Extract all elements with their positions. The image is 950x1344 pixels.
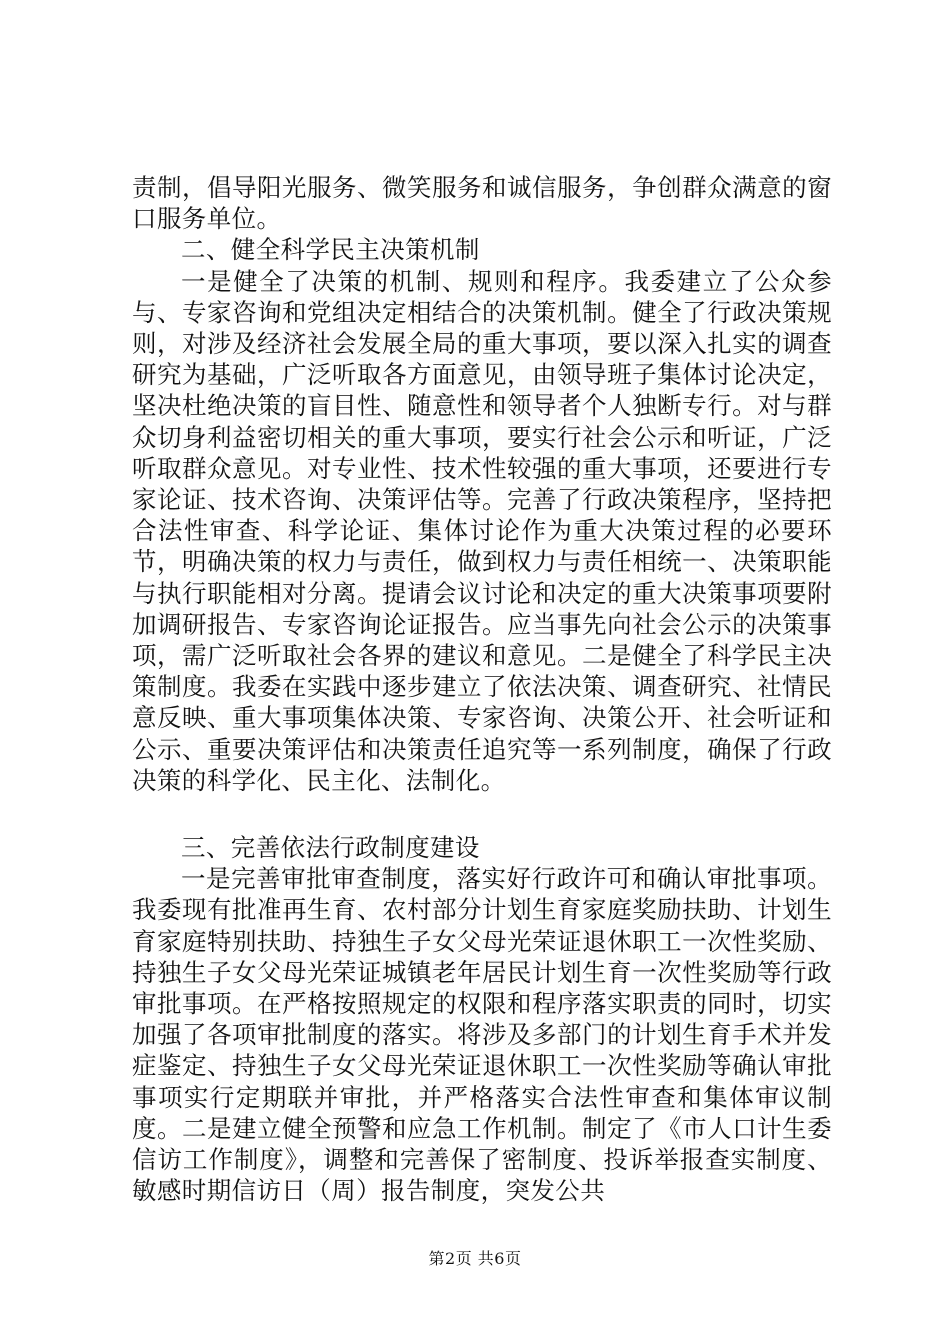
- section-heading-2: 二、健全科学民主决策机制: [181, 235, 480, 265]
- page-footer: 第2页 共6页: [428, 1249, 522, 1268]
- paragraph-decision-mechanism: 一是健全了决策的机制、规则和程序。我委建立了公众参与、专家咨询和党组决定相结合的决策机制。健全了行政决策规则，对涉及经济社会发展全局的重大事项，要以深入扎实的调查研究为基础，广泛听取各方面意见，由领导班子集体讨论决定，坚决杜绝决策的盲目性、随意性和领导者个人独断专行。对与群众切身利益密切相关的重大事项，要实行社会公示和听证，广泛听取群众意见。对专业性、技术性较强的重大事项，还要进行专家论证、技术咨询、决策评估等。完善了行政决策程序，坚持把合法性审查、科学论证、集体讨论作为重大决策过程的必要环节，明确决策的权力与责任，做到权力与责任相统一、决策职能与执行职能相对分离。提请会议讨论和决定的重大决策事项要附加调研报告、专家咨询论证报告。应当事先向社会公示的决策事项，需广泛听取社会各界的建议和意见。二是健全了科学民主决策制度。我委在实践中逐步建立了依法决策、调查研究、社情民意反映、重大事项集体决策、专家咨询、决策公开、社会听证和公示、重要决策评估和决策责任追究等一系列制度，确保了行政决策的科学化、民主化、法制化。: [132, 266, 832, 795]
- paragraph-continuation: 责制，倡导阳光服务、微笑服务和诚信服务，争创群众满意的窗口服务单位。: [132, 173, 832, 234]
- section-heading-3: 三、完善依法行政制度建设: [181, 833, 480, 863]
- paragraph-gap: [132, 796, 832, 832]
- document-body: [132, 172, 832, 1207]
- paragraph-approval-system: 一是完善审批审查制度，落实好行政许可和确认审批事项。我委现有批准再生育、农村部分计划生育家庭奖励扶助、计划生育家庭特别扶助、持独生子女父母光荣证退休职工一次性奖励、持独生子女父母光荣证城镇老年居民计划生育一次性奖励等行政审批事项。在严格按照规定的权限和程序落实职责的同时，切实加强了各项审批制度的落实。将涉及多部门的计划生育手术并发症鉴定、持独生子女父母光荣证退休职工一次性奖励等确认审批事项实行定期联并审批，并严格落实合法性审查和集体审议制度。二是建立健全预警和应急工作机制。制定了《市人口计生委信访工作制度》，调整和完善保了密制度、投诉举报查实制度、敏感时期信访日（周）报告制度，突发公共: [132, 864, 832, 1206]
